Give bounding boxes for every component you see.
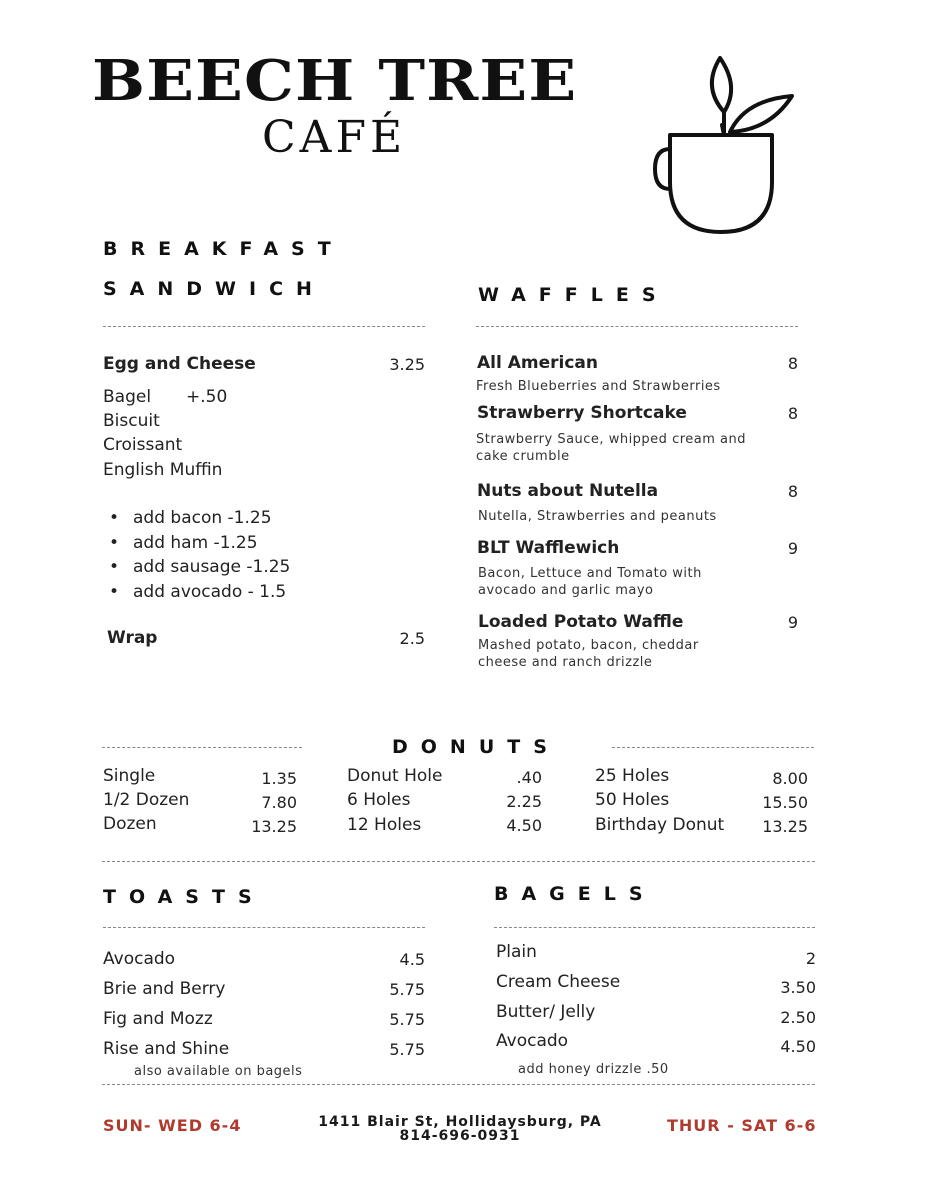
donut-item: 50 Holes (595, 790, 670, 810)
toast-price: 4.5 (399, 950, 425, 969)
waffle-name: Loaded Potato Waffle (478, 612, 684, 632)
divider (103, 927, 425, 928)
donut-item: 12 Holes (347, 815, 422, 835)
waffle-name: BLT Wafflewich (477, 538, 620, 558)
toast-note: also available on bagels (134, 1064, 303, 1079)
hours-right: THUR - SAT 6-6 (667, 1116, 817, 1135)
toast-price: 5.75 (389, 980, 425, 999)
divider (476, 326, 798, 327)
donut-item: Dozen (103, 814, 157, 834)
divider (494, 927, 815, 928)
bagel-extra: +.50 (186, 387, 228, 407)
bread-croissant: Croissant (103, 435, 183, 455)
donut-price: 1.35 (261, 769, 297, 788)
footer-address-block (300, 1115, 620, 1143)
divider (103, 326, 425, 327)
waffle-price: 9 (787, 539, 798, 558)
toast-item: Fig and Mozz (103, 1009, 213, 1029)
toast-price: 5.75 (389, 1040, 425, 1059)
brand-sub: CAFÉ (262, 112, 407, 163)
addon-item: • add bacon -1.25 (103, 506, 290, 531)
donut-price: 7.80 (261, 793, 297, 812)
waffle-name: Strawberry Shortcake (477, 403, 687, 423)
donut-price: 4.50 (506, 816, 542, 835)
toast-item: Rise and Shine (103, 1039, 230, 1059)
donut-price: 2.25 (506, 792, 542, 811)
donut-price: .40 (516, 768, 542, 787)
waffle-desc: Strawberry Sauce, whipped cream and cake crumble (476, 432, 746, 464)
addon-item: • add avocado - 1.5 (103, 580, 290, 605)
donut-item: Single (103, 766, 156, 786)
waffle-name: Nuts about Nutella (477, 481, 659, 501)
donut-price: 15.50 (762, 793, 808, 812)
bread-bagel: Bagel (103, 387, 152, 407)
bagel-price: 3.50 (780, 978, 816, 997)
toast-item: Avocado (103, 949, 176, 969)
address: 1411 Blair St, Hollidaysburg, PA (318, 1114, 602, 1130)
donut-item: Donut Hole (347, 766, 443, 786)
bagel-item: Avocado (496, 1031, 569, 1051)
donut-price: 13.25 (251, 817, 297, 836)
toasts-heading: TOASTS (103, 886, 265, 908)
waffles-heading: WAFFLES (478, 284, 669, 306)
waffle-price: 8 (787, 482, 798, 501)
donut-item: 1/2 Dozen (103, 790, 190, 810)
donut-price: 13.25 (762, 817, 808, 836)
waffle-price: 8 (787, 354, 798, 373)
addon-list (103, 506, 290, 604)
divider (102, 747, 302, 748)
donuts-heading: DONUTS (392, 736, 560, 758)
donut-item: 6 Holes (347, 790, 411, 810)
waffle-desc: Bacon, Lettuce and Tomato with avocado and garlic mayo (478, 566, 702, 598)
bagel-price: 2.50 (780, 1008, 816, 1027)
toast-item: Brie and Berry (103, 979, 226, 999)
donut-price: 8.00 (772, 769, 808, 788)
waffle-name: All American (477, 353, 598, 373)
addon-item: • add sausage -1.25 (103, 555, 290, 580)
egg-cheese-price: 3.25 (389, 355, 425, 374)
bagel-item: Plain (496, 942, 537, 962)
phone: 814-696-0931 (399, 1128, 521, 1144)
cup-with-leaves-icon (650, 52, 800, 242)
bagel-price: 2 (805, 949, 816, 968)
bagel-note: add honey drizzle .50 (518, 1062, 669, 1077)
donut-item: 25 Holes (595, 766, 670, 786)
bagels-heading: BAGELS (494, 883, 656, 905)
bread-english-muffin: English Muffin (103, 460, 223, 480)
bagel-item: Cream Cheese (496, 972, 621, 992)
bagel-item: Butter/ Jelly (496, 1002, 596, 1022)
waffle-desc: Mashed potato, bacon, cheddar cheese and ranch drizzle (478, 638, 699, 670)
waffle-price: 9 (787, 613, 798, 632)
wrap-price: 2.5 (399, 629, 425, 648)
addon-item: • add ham -1.25 (103, 531, 290, 556)
breakfast-heading: BREAKFAST (103, 238, 344, 260)
divider (102, 1084, 815, 1085)
donut-item: Birthday Donut (595, 815, 725, 835)
brand-name: BEECH TREE (92, 48, 578, 114)
bagel-price: 4.50 (780, 1037, 816, 1056)
waffle-desc: Fresh Blueberries and Strawberries (476, 379, 721, 394)
bread-biscuit: Biscuit (103, 411, 160, 431)
toast-price: 5.75 (389, 1010, 425, 1029)
hours-left: SUN- WED 6-4 (103, 1116, 242, 1135)
sandwich-heading: SANDWICH (103, 278, 325, 300)
egg-cheese-name: Egg and Cheese (103, 354, 256, 374)
waffle-price: 8 (787, 404, 798, 423)
divider (102, 861, 815, 862)
divider (612, 747, 814, 748)
wrap-name: Wrap (107, 628, 158, 648)
waffle-desc: Nutella, Strawberries and peanuts (478, 509, 717, 524)
